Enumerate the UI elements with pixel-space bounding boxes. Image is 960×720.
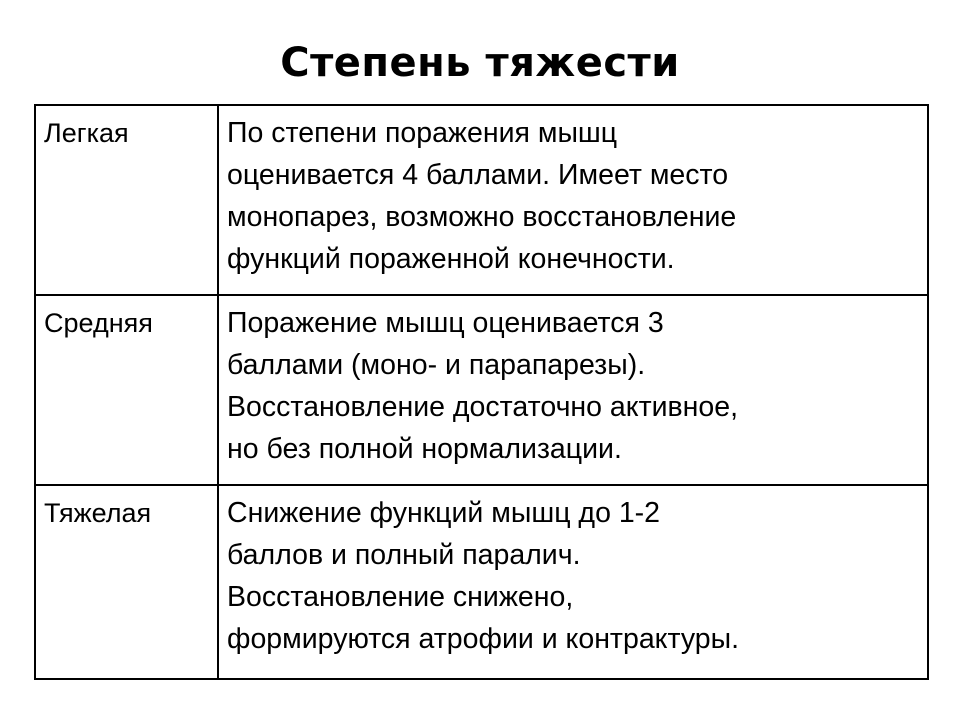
description-line: баллами (моно- и парапарезы). [227, 349, 646, 381]
description-line: оценивается 4 баллами. Имеет место [227, 159, 729, 191]
grade-cell-mild: Легкая [35, 105, 218, 295]
description-cell-moderate [218, 295, 928, 485]
severity-table [34, 104, 929, 680]
description-line: но без полной нормализации. [227, 433, 622, 465]
description-line: монопарез, возможно восстановление [227, 201, 737, 233]
description-line: функций пораженной конечности. [227, 243, 675, 275]
description-line: баллов и полный паралич. [227, 539, 581, 571]
description-cell-severe [218, 485, 928, 679]
description-line: Снижение функций мышц до 1-2 [227, 497, 661, 529]
description-line: Поражение мышц оценивается 3 [227, 307, 664, 339]
description-cell-mild [218, 105, 928, 295]
table-row-severe [35, 485, 928, 679]
description-line: Восстановление достаточно активное, [227, 391, 739, 423]
grade-cell-moderate: Средняя [35, 295, 218, 485]
description-line: По степени поражения мышц [227, 117, 618, 149]
description-line: Восстановление снижено, [227, 581, 574, 613]
slide-title: Степень тяжести [280, 40, 680, 86]
grade-cell-severe: Тяжелая [35, 485, 218, 679]
table-row-moderate [35, 295, 928, 485]
description-line: формируются атрофии и контрактуры. [227, 623, 740, 655]
table-row-mild [35, 105, 928, 295]
